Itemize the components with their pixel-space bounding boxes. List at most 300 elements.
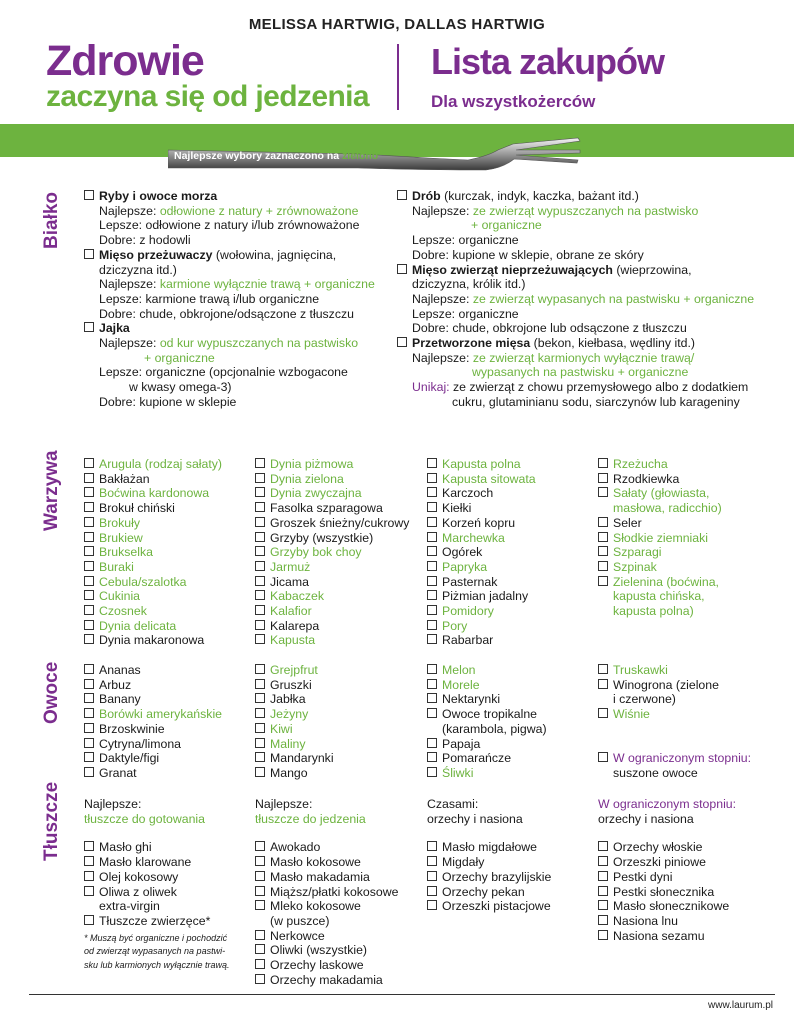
checkbox[interactable] — [255, 841, 265, 851]
list-item[interactable] — [598, 516, 768, 531]
checkbox[interactable] — [598, 517, 608, 527]
list-item-label: Marchewka — [442, 530, 505, 545]
checkbox[interactable] — [255, 502, 265, 512]
list-item-label: Zielenina (boćwina, — [613, 574, 719, 589]
checkbox[interactable] — [84, 590, 94, 600]
checkbox[interactable] — [84, 767, 94, 777]
list-item-label: Borówki amerykańskie — [99, 707, 223, 722]
checkbox[interactable] — [598, 561, 608, 571]
checkbox[interactable] — [84, 473, 94, 483]
checkbox[interactable] — [598, 664, 608, 674]
list-item[interactable] — [84, 737, 254, 752]
list-item[interactable] — [427, 899, 597, 914]
checkbox[interactable] — [84, 532, 94, 542]
list-item-label: Winogrona (zielone — [613, 677, 719, 692]
checkbox[interactable] — [427, 664, 437, 674]
list-item[interactable] — [255, 929, 425, 944]
list-item[interactable] — [598, 929, 778, 944]
list-item[interactable] — [427, 531, 597, 546]
list-item-label: Seler — [613, 515, 642, 530]
checkbox[interactable] — [427, 473, 437, 483]
protein-eggs[interactable] — [84, 321, 404, 336]
checkbox[interactable] — [427, 546, 437, 556]
list-item[interactable] — [84, 560, 254, 575]
list-item[interactable] — [255, 472, 425, 487]
checkbox[interactable] — [84, 915, 94, 925]
list-item[interactable] — [598, 855, 778, 870]
protein-seafood[interactable] — [84, 189, 404, 204]
list-item[interactable] — [84, 486, 254, 501]
list-item[interactable] — [427, 560, 597, 575]
list-item-label: Masło ghi — [99, 840, 152, 855]
checkbox[interactable] — [598, 930, 608, 940]
checkbox[interactable] — [255, 708, 265, 718]
list-item[interactable] — [598, 914, 778, 929]
list-item[interactable] — [427, 678, 597, 693]
list-item-label: Kapusta — [270, 633, 316, 648]
checkbox[interactable] — [84, 708, 94, 718]
checkbox[interactable] — [427, 767, 437, 777]
checkbox[interactable] — [598, 752, 608, 762]
checkbox[interactable] — [255, 473, 265, 483]
checkbox[interactable] — [84, 517, 94, 527]
list-item[interactable] — [427, 457, 597, 472]
list-item-label: Maliny — [270, 736, 306, 751]
better-line: Lepsze: karmione trawą i/lub organiczne — [99, 291, 320, 306]
list-item[interactable] — [84, 840, 254, 855]
checkbox[interactable] — [255, 886, 265, 896]
list-item[interactable] — [255, 885, 425, 900]
checkbox[interactable] — [255, 944, 265, 954]
checkbox[interactable] — [427, 871, 437, 881]
list-item-label-cont: extra-virgin — [99, 899, 160, 914]
list-item-label: Kapusta sitowata — [442, 471, 536, 486]
list-item[interactable] — [598, 575, 768, 590]
list-item-label: Kalafior — [270, 604, 312, 619]
list-item-label: Mleko kokosowe — [270, 899, 361, 914]
list-item[interactable] — [427, 707, 597, 722]
list-item-label: Masło migdałowe — [442, 840, 538, 855]
checkbox[interactable] — [84, 190, 94, 200]
checkbox[interactable] — [255, 930, 265, 940]
better-line: Lepsze: organiczne (opcjonalnie wzbogacone — [99, 365, 348, 380]
list-item[interactable] — [598, 531, 768, 546]
checkbox[interactable] — [255, 679, 265, 689]
protein-red-meat[interactable] — [84, 248, 404, 263]
list-item-label: Papryka — [442, 559, 488, 574]
fats-col-2 — [255, 797, 425, 987]
checkbox[interactable] — [255, 620, 265, 630]
best-label: Najlepsze: — [412, 350, 470, 365]
checkbox[interactable] — [255, 974, 265, 984]
list-item-label: Boćwina kardonowa — [99, 486, 210, 501]
checkbox[interactable] — [397, 190, 407, 200]
list-item-label: Pasternak — [442, 574, 498, 589]
checkbox[interactable] — [427, 620, 437, 630]
list-item-label: Tłuszcze zwierzęce* — [99, 913, 211, 928]
list-item[interactable] — [84, 914, 254, 929]
checkbox[interactable] — [84, 634, 94, 644]
checkbox[interactable] — [84, 502, 94, 512]
list-item[interactable] — [598, 840, 778, 855]
checkbox[interactable] — [84, 752, 94, 762]
footnote-line: sku lub karmionych wyłącznie trawą. — [84, 959, 230, 970]
list-item-label: Daktyle/figi — [99, 751, 160, 766]
checkbox[interactable] — [84, 620, 94, 630]
checkbox[interactable] — [427, 693, 437, 703]
checkbox[interactable] — [255, 664, 265, 674]
list-item[interactable] — [255, 531, 425, 546]
list-item[interactable] — [255, 560, 425, 575]
list-item[interactable] — [84, 575, 254, 590]
list-item[interactable] — [255, 663, 425, 678]
list-item[interactable] — [598, 545, 768, 560]
checkbox[interactable] — [255, 561, 265, 571]
list-item[interactable] — [598, 486, 768, 501]
list-item[interactable] — [427, 663, 597, 678]
checkbox[interactable] — [427, 502, 437, 512]
checkbox[interactable] — [255, 767, 265, 777]
good-line: Dobre: kupione w sklepie — [99, 394, 237, 409]
list-item-label: Ogórek — [442, 545, 483, 560]
checkbox[interactable] — [598, 915, 608, 925]
checkbox[interactable] — [84, 738, 94, 748]
checkbox[interactable] — [427, 605, 437, 615]
checkbox[interactable] — [255, 634, 265, 644]
fruit-col-4 — [598, 663, 778, 780]
best-line — [397, 351, 777, 366]
checkbox[interactable] — [427, 856, 437, 866]
list-item-label: Banany — [99, 692, 141, 707]
list-item[interactable] — [255, 840, 425, 855]
list-item[interactable] — [84, 633, 254, 648]
checkbox[interactable] — [255, 693, 265, 703]
list-item[interactable] — [255, 633, 425, 648]
checkbox[interactable] — [255, 546, 265, 556]
best-value: ze zwierząt wypuszczanych na pastwisko — [472, 203, 699, 218]
list-item-label: Jabłka — [270, 692, 306, 707]
best-label: Najlepsze: — [412, 291, 470, 306]
checkbox[interactable] — [598, 532, 608, 542]
checkbox[interactable] — [84, 856, 94, 866]
list-item-label: Oliwki (wszystkie) — [270, 943, 368, 958]
checkbox[interactable] — [427, 708, 437, 718]
list-item[interactable] — [427, 870, 597, 885]
page-subtitle: zaczyna się od jedzenia — [46, 80, 369, 113]
list-item-label: Śliwki — [442, 765, 474, 780]
checkbox[interactable] — [255, 738, 265, 748]
checkbox[interactable] — [84, 249, 94, 259]
checkbox[interactable] — [598, 871, 608, 881]
list-title: Lista zakupów — [431, 41, 665, 82]
list-item[interactable] — [255, 751, 425, 766]
fats-col-2-list — [255, 840, 425, 987]
checkbox[interactable] — [598, 886, 608, 896]
avoid-line — [397, 380, 777, 395]
checkbox[interactable] — [598, 856, 608, 866]
checkbox[interactable] — [84, 841, 94, 851]
list-item-label: Grzyby bok choy — [270, 545, 362, 560]
checkbox[interactable] — [84, 679, 94, 689]
checkbox[interactable] — [598, 473, 608, 483]
checkbox[interactable] — [397, 264, 407, 274]
checkbox[interactable] — [598, 679, 608, 689]
checkbox[interactable] — [598, 708, 608, 718]
list-item[interactable] — [255, 707, 425, 722]
list-item-label: Szparagi — [613, 545, 662, 560]
list-item[interactable] — [427, 737, 597, 752]
list-item[interactable] — [255, 516, 425, 531]
best-value: ze zwierząt wypasanych na pastwisku + organiczne — [472, 291, 755, 306]
checkbox[interactable] — [84, 693, 94, 703]
list-item[interactable] — [427, 589, 597, 604]
list-item[interactable] — [84, 678, 254, 693]
checkbox[interactable] — [255, 576, 265, 586]
list-item-label: Gruszki — [270, 677, 312, 692]
list-item-label: Pestki słonecznika — [613, 884, 715, 899]
checkbox[interactable] — [598, 458, 608, 468]
list-item-label: Cebula/szalotka — [99, 574, 187, 589]
list-item[interactable] — [84, 855, 254, 870]
list-item-label: Arugula (rodzaj sałaty) — [99, 457, 223, 471]
list-item[interactable] — [598, 870, 778, 885]
list-item[interactable] — [84, 604, 254, 619]
list-item-label: Pestki dyni — [613, 869, 673, 884]
checkbox[interactable] — [84, 886, 94, 896]
list-item[interactable] — [255, 973, 425, 988]
list-item[interactable] — [84, 472, 254, 487]
list-item[interactable] — [255, 737, 425, 752]
list-item[interactable] — [255, 766, 425, 781]
list-item[interactable] — [598, 885, 778, 900]
checkbox[interactable] — [427, 487, 437, 497]
section-label-fruits: Owoce — [41, 661, 62, 724]
list-item-label: Brokuł chiński — [99, 501, 175, 516]
list-item-label: Cukinia — [99, 589, 141, 604]
list-item-label: Kiwi — [270, 721, 293, 736]
list-item[interactable] — [427, 751, 597, 766]
checkbox[interactable] — [427, 576, 437, 586]
checkbox[interactable] — [598, 900, 608, 910]
list-item[interactable] — [427, 885, 597, 900]
legend-hint-text: Najlepsze wybory zaznaczono na — [174, 150, 343, 162]
checkbox[interactable] — [84, 322, 94, 332]
list-item[interactable] — [255, 545, 425, 560]
checkbox[interactable] — [84, 487, 94, 497]
list-item[interactable] — [255, 870, 425, 885]
checkbox[interactable] — [427, 590, 437, 600]
protein-non-ruminant[interactable] — [397, 263, 777, 278]
list-item[interactable] — [598, 472, 768, 487]
list-item[interactable] — [255, 678, 425, 693]
list-item[interactable] — [84, 589, 254, 604]
fats-col-3-list — [427, 840, 597, 914]
list-item[interactable] — [84, 501, 254, 516]
checkbox[interactable] — [255, 532, 265, 542]
list-item[interactable] — [598, 678, 778, 693]
list-item-label: Papaja — [442, 736, 481, 751]
checkbox[interactable] — [427, 679, 437, 689]
checkbox[interactable] — [427, 517, 437, 527]
checkbox[interactable] — [84, 723, 94, 733]
checkbox[interactable] — [84, 871, 94, 881]
list-item[interactable] — [84, 692, 254, 707]
checkbox[interactable] — [84, 458, 94, 468]
checkbox[interactable] — [598, 546, 608, 556]
list-item[interactable] — [427, 692, 597, 707]
list-item[interactable] — [84, 707, 254, 722]
checkbox[interactable] — [255, 458, 265, 468]
section-label-protein: Białko — [41, 191, 62, 249]
list-item[interactable] — [427, 766, 597, 781]
list-item[interactable] — [255, 604, 425, 619]
list-item[interactable] — [598, 707, 778, 722]
legend-hint — [168, 148, 384, 164]
checkbox[interactable] — [427, 458, 437, 468]
list-item[interactable] — [255, 855, 425, 870]
item-note: (wołowina, jagnięcina, — [212, 247, 337, 262]
checkbox[interactable] — [255, 959, 265, 969]
list-item-label: Masło kokosowe — [270, 855, 361, 870]
list-item[interactable] — [84, 545, 254, 560]
list-item[interactable] — [255, 589, 425, 604]
checkbox[interactable] — [255, 871, 265, 881]
list-item[interactable] — [427, 516, 597, 531]
avoid-value-cont: cukru, glutaminianu sodu, siarczynów lub karageniny — [452, 394, 740, 409]
veg-col-2 — [255, 457, 425, 648]
page-title: Zdrowie — [46, 37, 204, 85]
list-item[interactable] — [255, 486, 425, 501]
list-item[interactable] — [255, 575, 425, 590]
checkbox[interactable] — [84, 576, 94, 586]
list-item[interactable] — [598, 457, 768, 472]
item-note-cont: dziczyzna itd.) — [99, 262, 177, 277]
fats-subheading: orzechy i nasiona — [427, 811, 523, 826]
list-item[interactable] — [598, 899, 778, 914]
checkbox[interactable] — [84, 546, 94, 556]
list-item[interactable] — [84, 751, 254, 766]
fruit-limited[interactable] — [598, 751, 778, 766]
list-item[interactable] — [255, 722, 425, 737]
list-item[interactable] — [427, 501, 597, 516]
checkbox[interactable] — [84, 605, 94, 615]
list-item[interactable] — [427, 575, 597, 590]
list-item[interactable] — [84, 663, 254, 678]
checkbox[interactable] — [427, 841, 437, 851]
list-item[interactable] — [427, 633, 597, 648]
checkbox[interactable] — [427, 900, 437, 910]
list-item[interactable] — [255, 692, 425, 707]
list-item-label: Grejpfrut — [270, 663, 318, 677]
list-item[interactable] — [255, 619, 425, 634]
list-item-label-cont: (karambola, pigwa) — [442, 721, 547, 736]
list-item[interactable] — [84, 516, 254, 531]
checkbox[interactable] — [255, 723, 265, 733]
list-item-label: Rzeżucha — [613, 457, 668, 471]
checkbox[interactable] — [84, 561, 94, 571]
list-item-label: Cytryna/limona — [99, 736, 182, 751]
list-item[interactable] — [255, 899, 425, 914]
list-item[interactable] — [84, 722, 254, 737]
checkbox[interactable] — [427, 561, 437, 571]
checkbox[interactable] — [598, 487, 608, 497]
list-item[interactable] — [84, 619, 254, 634]
list-item[interactable] — [427, 545, 597, 560]
checkbox[interactable] — [255, 605, 265, 615]
checkbox[interactable] — [255, 590, 265, 600]
best-value: odłowione z natury + zrównoważone — [159, 203, 359, 218]
checkbox[interactable] — [598, 841, 608, 851]
list-item-label: Szpinak — [613, 559, 657, 574]
list-item-label-cont: kapusta chińska, — [613, 589, 705, 604]
fats-heading: Najlepsze: — [255, 797, 313, 811]
list-item[interactable] — [427, 472, 597, 487]
checkbox[interactable] — [255, 856, 265, 866]
list-item-label: Pomidory — [442, 604, 494, 619]
list-item[interactable] — [427, 840, 597, 855]
checkbox[interactable] — [427, 532, 437, 542]
list-item[interactable] — [84, 885, 254, 900]
best-line — [84, 336, 404, 351]
list-item-label: Owoce tropikalne — [442, 707, 538, 722]
checkbox[interactable] — [255, 752, 265, 762]
list-item[interactable] — [598, 560, 768, 575]
checkbox[interactable] — [427, 886, 437, 896]
list-item[interactable] — [255, 958, 425, 973]
checkbox[interactable] — [598, 576, 608, 586]
footnote — [84, 932, 254, 973]
best-line — [84, 204, 404, 219]
fats-col-4 — [598, 797, 778, 943]
item-note-cont: dziczyzna, królik itd.) — [412, 277, 526, 292]
fats-col-4-list — [598, 840, 778, 943]
list-item[interactable] — [427, 855, 597, 870]
checkbox[interactable] — [427, 738, 437, 748]
protein-poultry[interactable] — [397, 189, 777, 204]
veg-col-1 — [84, 457, 254, 648]
checkbox[interactable] — [255, 900, 265, 910]
checkbox[interactable] — [255, 517, 265, 527]
protein-processed[interactable] — [397, 336, 777, 351]
checkbox[interactable] — [427, 752, 437, 762]
list-item[interactable] — [598, 663, 778, 678]
fruit-col-2 — [255, 663, 425, 781]
list-item-label: Mango — [270, 765, 308, 780]
list-item[interactable] — [427, 486, 597, 501]
item-note: (bekon, kiełbasa, wędliny itd.) — [530, 336, 695, 351]
checkbox[interactable] — [255, 487, 265, 497]
checkbox[interactable] — [397, 337, 407, 347]
list-item[interactable] — [84, 766, 254, 781]
checkbox[interactable] — [84, 664, 94, 674]
list-item[interactable] — [84, 870, 254, 885]
list-item-label: Dynia zielona — [270, 471, 344, 486]
list-item-label: Rzodkiewka — [613, 471, 680, 486]
list-item-label: Nektarynki — [442, 692, 501, 707]
list-item[interactable] — [255, 457, 425, 472]
better-line: Lepsze: organiczne — [412, 233, 519, 248]
list-item[interactable] — [255, 943, 425, 958]
list-item[interactable] — [427, 619, 597, 634]
best-value-cont: + organiczne — [471, 218, 542, 233]
list-item[interactable] — [84, 531, 254, 546]
list-item-label: Masło słonecznikowe — [613, 899, 730, 914]
checkbox[interactable] — [427, 634, 437, 644]
list-item[interactable] — [427, 604, 597, 619]
list-item[interactable] — [255, 501, 425, 516]
list-item[interactable] — [84, 457, 254, 472]
fruit-col-3 — [427, 663, 597, 781]
